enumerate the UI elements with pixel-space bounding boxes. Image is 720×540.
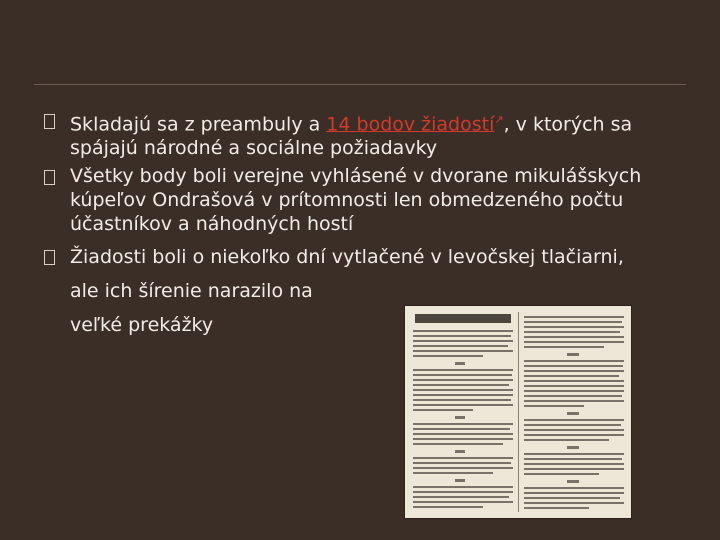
external-link-icon[interactable]: ↗ <box>494 113 504 126</box>
document-scan-image <box>404 305 632 519</box>
bullet-item-1 <box>44 108 684 160</box>
bullet-square-icon <box>44 250 55 265</box>
document-scan-graphic <box>405 306 631 518</box>
bullet-1-link[interactable]: 14 bodov žiadostí <box>326 113 495 136</box>
bullet-item-2 <box>44 164 684 236</box>
bullet-square-icon <box>44 114 55 129</box>
bullet-2-text: Všetky body boli verejne vyhlásené v dvorane mikulášskych kúpeľov Ondrašová v prítomnosti len obmedzeného počtu účastníkov a náhodných hostí <box>70 165 642 236</box>
bullet-1-text-post: , v ktorých sa spájajú národné a sociálne požiadavky <box>70 113 633 160</box>
bullet-1-text-pre: Skladajú sa z preambuly a <box>70 113 327 136</box>
bullet-3-line-3: veľké prekážky <box>70 314 214 337</box>
bullet-3-line-1: Žiadosti boli o niekoľko dní vytlačené v levočskej tlačiarni, <box>70 246 624 269</box>
bullet-square-icon <box>44 170 55 185</box>
header-divider <box>34 84 686 85</box>
bullet-3-line-2: ale ich šírenie narazilo na <box>70 280 313 303</box>
